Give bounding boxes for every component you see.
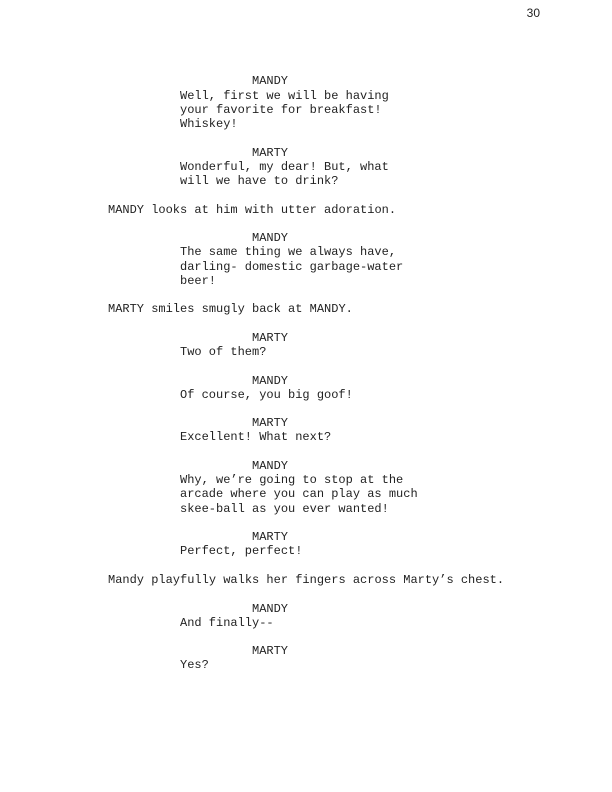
- action-line: Mandy playfully walks her fingers across Marty’s chest.: [108, 573, 505, 587]
- dialogue-line: will we have to drink?: [180, 174, 339, 188]
- dialogue-line: Well, first we will be having: [180, 89, 389, 103]
- character-name: MANDY: [252, 374, 289, 388]
- dialogue-line: The same thing we always have,: [180, 245, 397, 259]
- character-name: MARTY: [252, 416, 289, 430]
- character-name: MARTY: [252, 331, 289, 345]
- dialogue-line: beer!: [180, 274, 217, 288]
- character-name: MANDY: [252, 459, 289, 473]
- character-name: MANDY: [252, 231, 289, 245]
- dialogue-line: Of course, you big goof!: [180, 388, 353, 402]
- dialogue-line: skee-ball as you ever wanted!: [180, 502, 389, 516]
- dialogue-line: arcade where you can play as much: [180, 487, 418, 501]
- page-number: 30: [526, 6, 540, 20]
- dialogue-line: Perfect, perfect!: [180, 544, 303, 558]
- dialogue-line: Yes?: [180, 658, 209, 672]
- action-line: MANDY looks at him with utter adoration.: [108, 203, 397, 217]
- dialogue-line: darling- domestic garbage-water: [180, 260, 404, 274]
- character-name: MANDY: [252, 602, 289, 616]
- dialogue-line: Excellent! What next?: [180, 430, 332, 444]
- dialogue-line: Why, we’re going to stop at the: [180, 473, 404, 487]
- character-name: MARTY: [252, 146, 289, 160]
- dialogue-line: your favorite for breakfast!: [180, 103, 382, 117]
- character-name: MARTY: [252, 530, 289, 544]
- dialogue-line: And finally--: [180, 616, 274, 630]
- dialogue-line: Two of them?: [180, 345, 267, 359]
- dialogue-line: Whiskey!: [180, 117, 238, 131]
- dialogue-line: Wonderful, my dear! But, what: [180, 160, 389, 174]
- character-name: MANDY: [252, 74, 289, 88]
- character-name: MARTY: [252, 644, 289, 658]
- action-line: MARTY smiles smugly back at MANDY.: [108, 302, 353, 316]
